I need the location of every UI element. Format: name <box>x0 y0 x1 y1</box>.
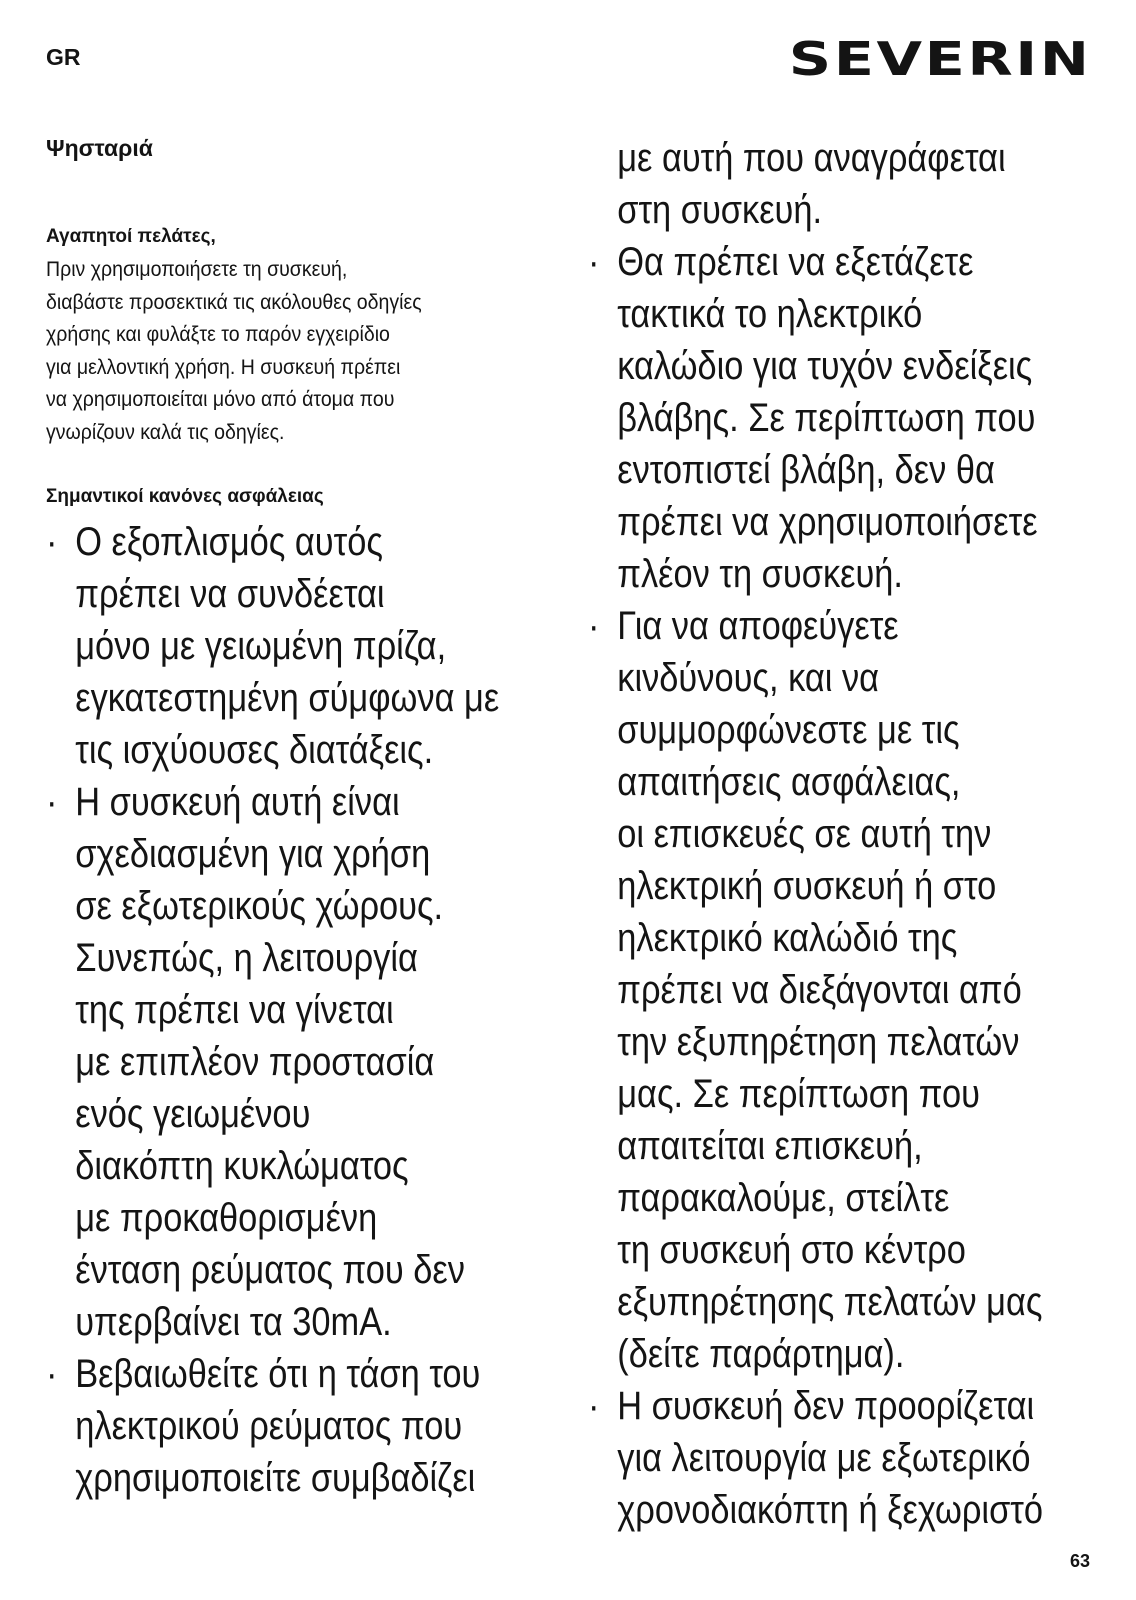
text-line: Η συσκευή δεν προορίζεται <box>617 1384 1035 1428</box>
safety-rule-item <box>588 600 1099 1380</box>
text-line: ηλεκτρική συσκευή ή στο <box>617 864 997 908</box>
text-line: για λειτουργία με εξωτερικό <box>617 1436 1031 1480</box>
text-line: χρήσης και φυλάξτε το παρόν εγχειρίδιο <box>46 323 390 346</box>
text-line: απαιτείται επισκευή, <box>617 1124 923 1168</box>
text-line: της πρέπει να γίνεται <box>75 988 394 1032</box>
text-line: εντοπιστεί βλάβη, δεν θα <box>617 448 995 492</box>
bullet-icon: · <box>588 604 600 648</box>
text-line: Πριν χρησιμοποιήσετε τη συσκευή, <box>46 258 348 281</box>
text-line: σχεδιασμένη για χρήση <box>75 832 431 876</box>
text-line: καλώδιο για τυχόν ενδείξεις <box>617 344 1033 388</box>
bullet-icon: · <box>46 780 58 824</box>
text-line: Η συσκευή αυτή είναι <box>75 780 400 824</box>
text-line: με αυτή που αναγράφεται <box>617 136 1006 180</box>
text-line: μας. Σε περίπτωση που <box>617 1072 980 1116</box>
text-line: πλέον τη συσκευή. <box>617 552 903 596</box>
text-line: Βεβαιωθείτε ότι η τάση του <box>75 1352 481 1396</box>
text-line: με προκαθορισμένη <box>75 1196 378 1240</box>
greeting: Αγαπητοί πελάτες, <box>46 226 216 247</box>
text-line: στη συσκευή. <box>617 188 823 232</box>
text-line: εγκατεστημένη σύμφωνα με <box>75 676 500 720</box>
text-line: ενός γειωμένου <box>75 1092 311 1136</box>
text-line: τη συσκευή στο κέντρο <box>617 1228 966 1272</box>
text-line: παρακαλούμε, στείλτε <box>617 1176 950 1220</box>
text-line: γνωρίζουν καλά τις οδηγίες. <box>46 420 285 444</box>
left-column <box>46 135 566 1504</box>
brand-logo: SEVERIN <box>789 32 1092 86</box>
text-line: Συνεπώς, η λειτουργία <box>75 936 418 980</box>
text-line: διαβάστε προσεκτικά τις ακόλουθες οδηγίες <box>46 290 422 314</box>
text-line: χρησιμοποιείτε συμβαδίζει <box>75 1456 476 1500</box>
safety-rule-item <box>46 516 557 776</box>
bullet-icon: · <box>46 520 58 564</box>
text-line: διακόπτη κυκλώματος <box>75 1144 409 1188</box>
safety-rule-item <box>588 236 1099 600</box>
bullet-icon: · <box>588 1384 600 1428</box>
text-line: Θα πρέπει να εξετάζετε <box>617 240 974 284</box>
text-line: για μελλοντική χρήση. Η συσκευή πρέπει <box>46 355 401 379</box>
text-line: οι επισκευές σε αυτή την <box>617 812 992 856</box>
bullet-icon: · <box>588 240 600 284</box>
text-line: Ο εξοπλισμός αυτός <box>75 520 383 564</box>
text-line: μόνο με γειωμένη πρίζα, <box>75 624 447 668</box>
bullet-icon: · <box>46 1352 58 1396</box>
safety-rules-list-left <box>46 516 566 1504</box>
text-line: πρέπει να διεξάγονται από <box>617 968 1022 1012</box>
safety-rule-item <box>46 776 557 1348</box>
safety-heading: Σημαντικοί κανόνες ασφάλειας <box>46 486 324 507</box>
continued-rule-text <box>588 132 1099 236</box>
text-line: ηλεκτρικό καλώδιό της <box>617 916 958 960</box>
text-line: πρέπει να χρησιμοποιήσετε <box>617 500 1038 544</box>
text-line: απαιτήσεις ασφάλειας, <box>617 760 961 804</box>
text-line: εξυπηρέτησης πελατών μας <box>617 1280 1043 1324</box>
text-line: ηλεκτρικού ρεύματος που <box>75 1404 463 1448</box>
text-line: κινδύνους, και να <box>617 656 880 700</box>
language-code: GR <box>46 44 81 70</box>
right-column <box>588 132 1098 1536</box>
text-line: ένταση ρεύματος που δεν <box>75 1248 465 1292</box>
text-line: τακτικά το ηλεκτρικό <box>617 292 923 336</box>
text-line: τις ισχύουσες διατάξεις. <box>75 728 434 772</box>
text-line: χρονοδιακόπτη ή ξεχωριστό <box>617 1488 1044 1532</box>
document-title: Ψησταριά <box>46 135 153 161</box>
text-line: την εξυπηρέτηση πελατών <box>617 1020 1020 1064</box>
safety-rule-item <box>588 1380 1099 1536</box>
text-line: με επιπλέον προστασία <box>75 1040 435 1084</box>
text-line: να χρησιμοποιείται μόνο από άτομα που <box>46 388 395 411</box>
text-line: Για να αποφεύγετε <box>617 604 899 648</box>
text-line: συμμορφώνεστε με τις <box>617 708 960 752</box>
text-line: (δείτε παράρτημα). <box>617 1332 905 1376</box>
text-line: πρέπει να συνδέεται <box>75 572 385 616</box>
safety-rules-list-right <box>588 236 1098 1536</box>
page-number: 63 <box>1069 1551 1090 1571</box>
safety-rule-item <box>46 1348 557 1504</box>
intro-paragraph <box>46 254 567 449</box>
text-line: βλάβης. Σε περίπτωση που <box>617 396 1036 440</box>
text-line: σε εξωτερικούς χώρους. <box>75 884 444 928</box>
text-line: υπερβαίνει τα 30mA. <box>75 1300 392 1344</box>
